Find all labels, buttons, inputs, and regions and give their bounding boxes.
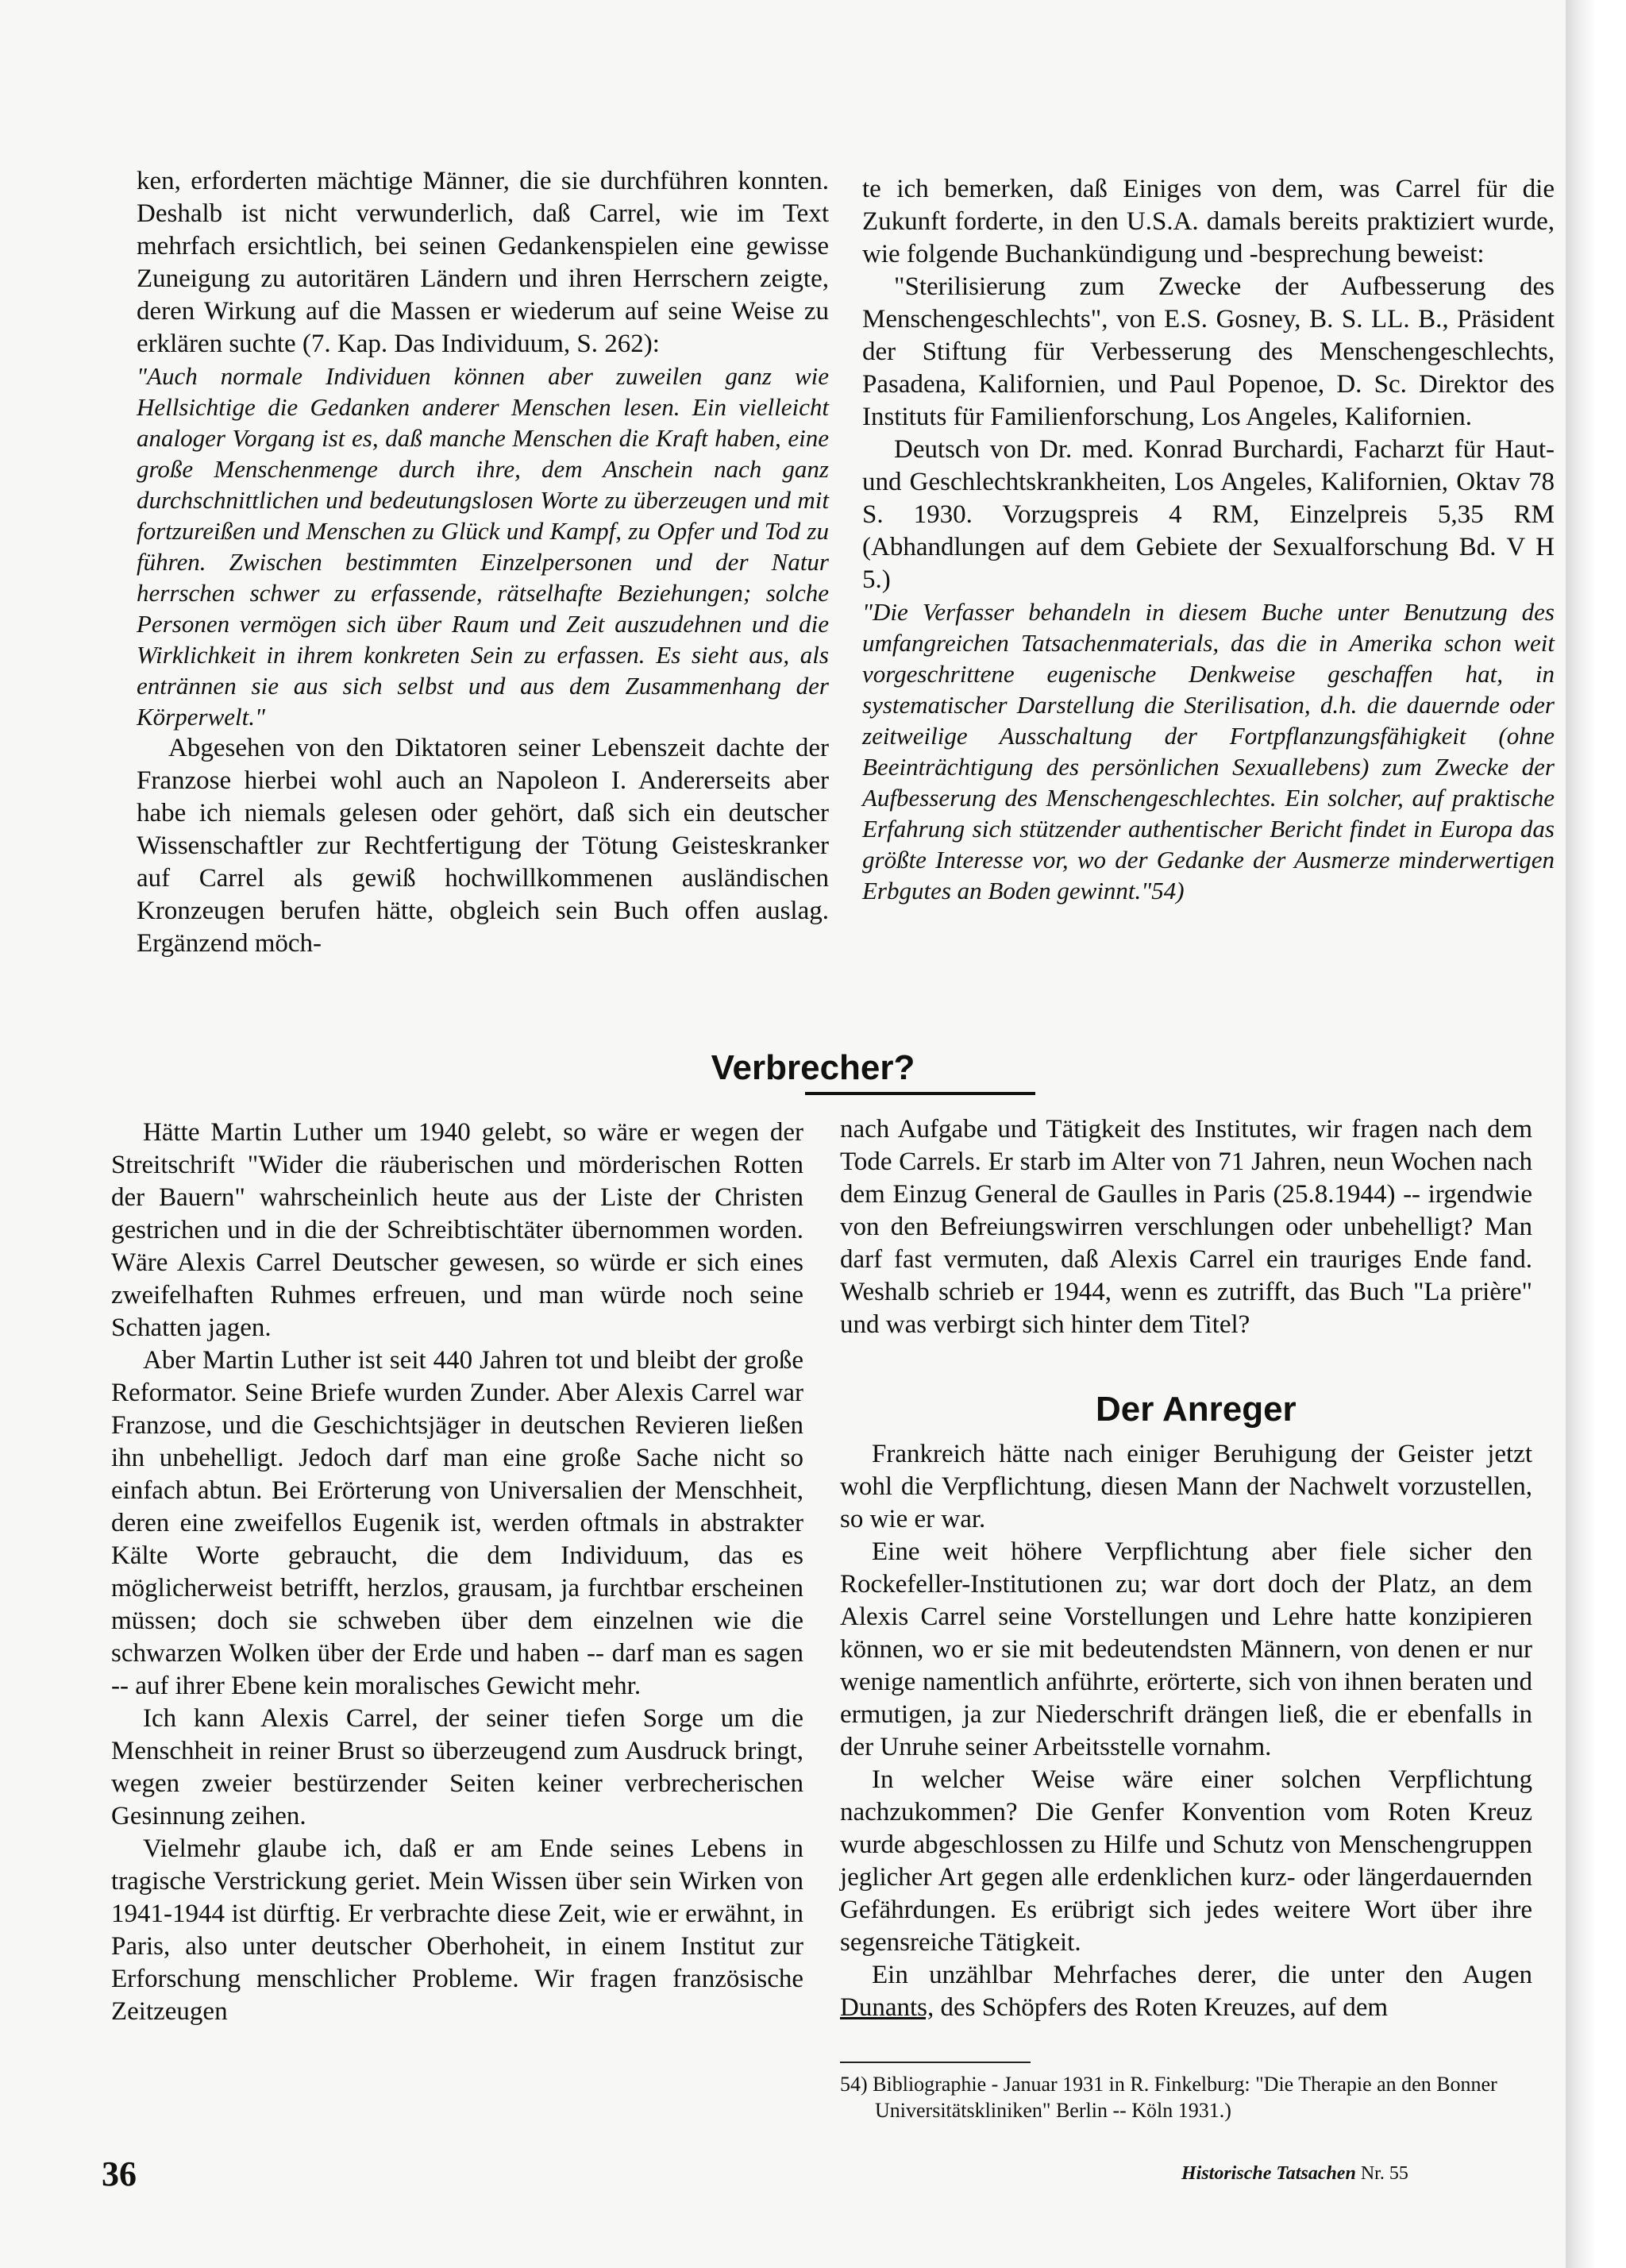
paragraph: Vielmehr glaube ich, daß er am Ende seines Lebens in tragische Verstrickung geriet. Mein Wissen über sein Wirken von 1941-1944 ist dürftig. Er verbrachte diese Zeit, wie er erwähnt, in Paris, also unter deutscher Oberhoheit, in einem Institut zur Erforschung menschlicher Probleme. Wir fragen französische Zeitzeugen	[111, 1834, 803, 2026]
paragraph: Abgesehen von den Diktatoren seiner Lebenszeit dachte der Franzose hierbei wohl auch an Napoleon I. Andererseits aber habe ich niemals gelesen oder gehört, daß sich ein deutscher Wissenschaftler zur Rechtfertigung der Tötung Geisteskranker auf Carrel als gewiß hochwillkommenen ausländischen Kronzeugen berufen hätte, obgleich sein Buch offen auslag. Ergänzend möch-	[137, 734, 829, 958]
magazine-title: Historische Tatsachen	[1181, 2163, 1356, 2184]
paragraph: nach Aufgabe und Tätigkeit des Institutes, wir fragen nach dem Tode Carrels. Er starb im Alter von 71 Jahren, neun Wochen nach dem Einzug General de Gaulles in Paris (25.8.1944) -- irgendwie von den Befreiungswirren verschlungen oder unbehelligt? Man darf fast vermuten, daß Alexis Carrel ein trauriges Ende fand. Weshalb schrieb er 1944, wenn es zutrifft, das Buch "La prière" und was verbirgt sich hinter dem Titel?	[840, 1115, 1532, 1339]
paragraph: Ich kann Alexis Carrel, der seiner tiefen Sorge um die Menschheit in reiner Brust so überzeugend zum Ausdruck bringt, wegen zweier bestürzender Seiten keiner verbrecherischen Gesinnung zeihen.	[111, 1704, 803, 1830]
paragraph: Aber Martin Luther ist seit 440 Jahren tot und bleibt der große Reformator. Seine Briefe wurden Zunder. Aber Alexis Carrel war Franzose, und die Geschichtsjäger in deutschen Revieren ließen ihn unbehelligt. Jedoch darf man eine große Sache nicht so einfach abtun. Bei Erörterung von Universalien der Menschheit, deren eine zweifellos Eugenik ist, werden oftmals in abstrakter Kälte Worte gebraucht, die dem Individuum, das es möglicherweist betrifft, herzlos, grausam, ja furchtbar erscheinen müssen; doch sie schweben über dem einzelnen wie die schwarzen Wolken über der Erde und haben -- darf man es sagen -- auf ihrer Ebene kein moralisches Gewicht mehr.	[111, 1346, 803, 1700]
paragraph: te ich bemerken, daß Einiges von dem, was Carrel für die Zukunft forderte, in den U.S.A. damals bereits praktiziert wurde, wie folgende Buchankündigung und -besprechung beweist:	[862, 175, 1555, 268]
paragraph: ken, erforderten mächtige Männer, die sie durchführen konnten. Deshalb ist nicht verwunderlich, daß Carrel, wie im Text mehrfach ersichtlich, bei seinen Gedankenspielen eine gewisse Zuneigung zu autoritären Ländern und ihren Herrschern zeigte, deren Wirkung auf die Massen er wiederum auf seine Weise zu erklären suchte (7. Kap. Das Individuum, S. 262):	[137, 167, 829, 358]
page-edge	[1566, 0, 1596, 2268]
column-top-left	[137, 165, 829, 960]
paragraph: Frankreich hätte nach einiger Beruhigung der Geister jetzt wohl die Verpflichtung, diesen Mann der Nachwelt vorzustellen, so wie er war.	[840, 1440, 1532, 1533]
paragraph: In welcher Weise wäre einer solchen Verpflichtung nachzukommen? Die Genfer Konvention vom Roten Kreuz wurde abgeschlossen zu Hilfe und Schutz von Menschengruppen jeglicher Art gegen alle erdenklichen kurz- oder längerdauernden Gefährdungen. Es erübrigt sich jedes weitere Wort über ihre segensreiche Tätigkeit.	[840, 1765, 1532, 1957]
quote-paragraph: "Die Verfasser behandeln in diesem Buche unter Benutzung des umfangreichen Tatsachenmaterials, das die in Amerika schon weit vorgeschrittene eugenische Denkweise geschaffen hat, in systematischer Darstellung die Sterilisation, d.h. die dauernde oder zeitweilige Ausschaltung der Fortpflanzungsfähigkeit (ohne Beeinträchtigung des persönlichen Sexuallebens) zum Zwecke der Aufbesserung des Menschengeschlechtes. Ein solcher, auf praktische Erfahrung sich stützender authentischer Bericht findet in Europa das größte Interesse vor, wo der Gedanke der Ausmerze minderwertigen Erbgutes an Boden gewinnt."54)	[862, 598, 1555, 904]
column-bottom-right	[840, 1438, 1532, 2024]
section-heading-anreger: Der Anreger	[1096, 1390, 1297, 1429]
footnote-line: 54) Bibliographie - Januar 1931 in R. Finkelburg: "Die Therapie an den Bonner	[840, 2073, 1497, 2096]
paragraph: Eine weit höhere Verpflichtung aber fiele sicher den Rockefeller-Institutionen zu; war dort doch der Platz, an dem Alexis Carrel seine Vorstellungen und Lehre hatte konzipieren können, wo er sie mit bedeutendsten Männern, von denen er nur wenige namentlich anführte, erörterte, sich von ihnen beraten und ermutigen, ja zur Niederschrift drängen ließ, die er ebenfalls in der Unruhe seiner Arbeitsstelle vornahm.	[840, 1537, 1532, 1761]
quote-paragraph: "Auch normale Individuen können aber zuweilen ganz wie Hellsichtige die Gedanken anderer Menschen lesen. Ein vielleicht analoger Vorgang ist es, daß manche Menschen die Kraft haben, eine große Menschenmenge durch ihre, dem Anschein nach ganz durchschnittlichen und bedeutungslosen Worte zu überzeugen und mit fortzureißen und Menschen zu Glück und Kampf, zu Opfer und Tod zu führen. Zwischen bestimmten Einzelpersonen und der Natur herrschen schwer zu erfassende, rätselhafte Beziehungen; solche Personen vermögen sich über Raum und Zeit auszudehnen und die Wirklichkeit in ihrem konkreten Sein zu erfassen. Es sieht aus, als entrännen sie aus sich selbst und aus dem Zusammenhang der Körperwelt."	[137, 362, 829, 731]
heading-rule	[805, 1092, 1035, 1095]
footnote-line: Universitätskliniken" Berlin -- Köln 1931.)	[875, 2099, 1231, 2122]
paragraph: Hätte Martin Luther um 1940 gelebt, so wäre er wegen der Streitschrift "Wider die räuberischen und mörderischen Rotten der Bauern" wahrscheinlich heute aus der Liste der Christen gestrichen und in die der Schreibtischtäter übernommen worden. Wäre Alexis Carrel Deutscher gewesen, so würde er sich eines zweifelhaften Ruhmes erfreuen, und man würde noch seine Schatten jagen.	[111, 1118, 803, 1342]
paragraph	[840, 1959, 1532, 2024]
footnote	[840, 2071, 1532, 2123]
underlined-name: Dunants,	[840, 1993, 934, 2022]
book-announcement: Deutsch von Dr. med. Konrad Burchardi, Facharzt für Haut- und Geschlechtskrankheiten, Los Angeles, Kalifornien, Oktav 78 S. 1930. Vorzugspreis 4 RM, Einzelpreis 5,35 RM (Abhandlungen auf dem Gebiete der Sexualforschung Bd. V H 5.)	[862, 435, 1555, 594]
book-announcement: "Sterilisierung zum Zwecke der Aufbesserung des Menschengeschlechts", von E.S. Gosney, B. S. LL. B., Präsident der Stiftung für Verbesserung des Menschengeschlechts, Pasadena, Kalifornien, und Paul Popenoe, D. Sc. Direktor des Instituts für Familienforschung, Los Angeles, Kalifornien.	[862, 272, 1555, 431]
footnote-rule	[840, 2062, 1031, 2063]
text-run: des Schöpfers des Roten Kreuzes, auf dem	[934, 1993, 1389, 2022]
column-mid-left	[111, 1117, 803, 2028]
running-footer	[1181, 2163, 1408, 2185]
column-top-right	[862, 173, 1555, 906]
page-number: 36	[102, 2154, 137, 2193]
column-mid-right	[840, 1113, 1532, 1341]
text-run: Ein unzählbar Mehrfaches derer, die unter den Augen	[872, 1961, 1532, 1989]
section-heading-verbrecher: Verbrecher?	[711, 1048, 915, 1087]
issue-number: Nr. 55	[1360, 2163, 1408, 2184]
